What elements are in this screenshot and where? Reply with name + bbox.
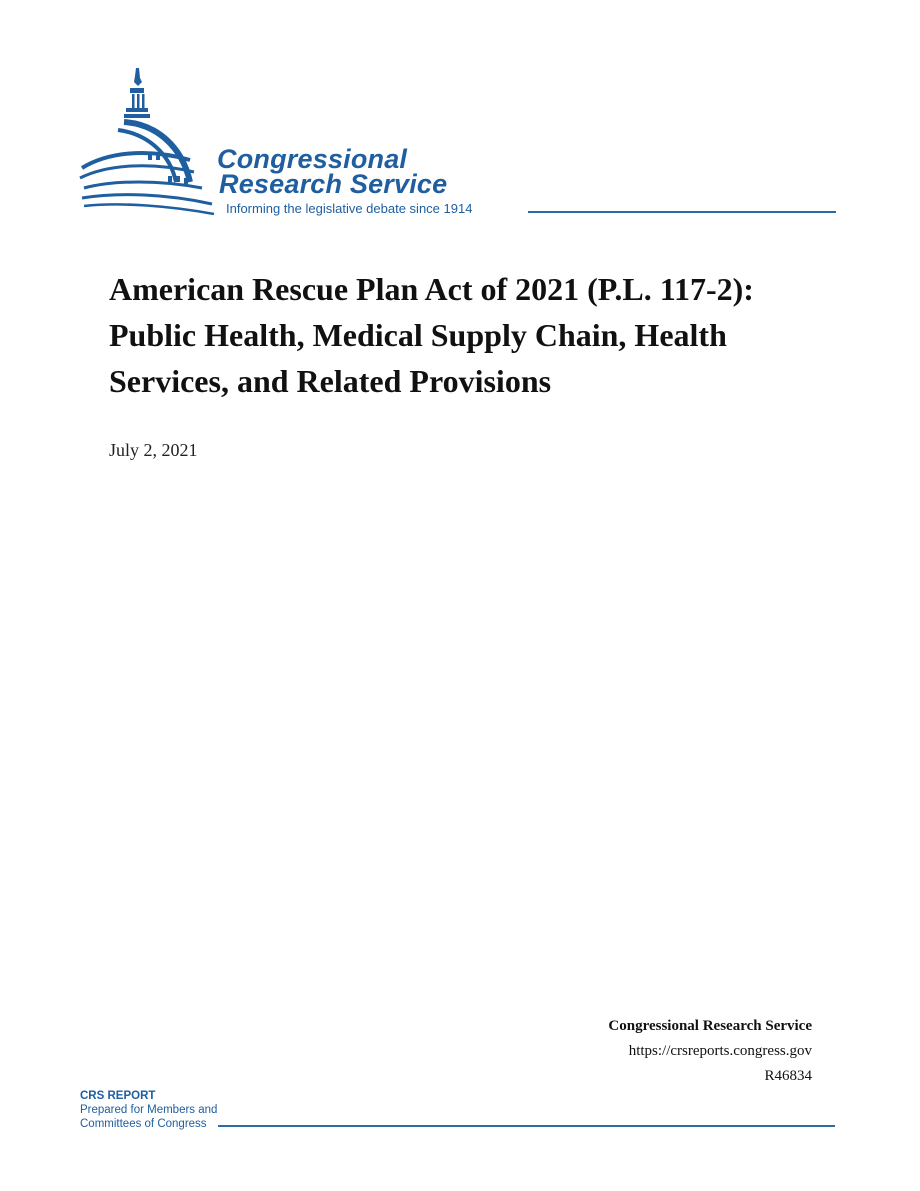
crs-logo: [78, 64, 838, 224]
brand-name-line1: Congressional: [217, 144, 408, 174]
report-title: American Rescue Plan Act of 2021 (P.L. 117-2): Public Health, Medical Supply Chain, Health Services, and Related Provisions: [109, 271, 754, 399]
footer-prepared-for: Prepared for Members and: [80, 1104, 218, 1116]
publisher-url[interactable]: https://crsreports.congress.gov: [628, 1043, 812, 1059]
footer-committees: Committees of Congress: [80, 1118, 207, 1130]
publisher-block: [608, 1014, 812, 1089]
tagline-divider: [528, 211, 836, 213]
footer-label: [80, 1089, 217, 1131]
report-date: July 2, 2021: [109, 440, 198, 460]
capitol-dome-icon: [78, 64, 218, 224]
publisher-name: Congressional Research Service: [608, 1018, 812, 1034]
footer-divider: [218, 1125, 835, 1127]
brand-tagline: Informing the legislative debate since 1914: [226, 201, 473, 216]
brand-name-line2: Research Service: [219, 169, 448, 199]
report-number: R46834: [764, 1068, 812, 1084]
footer-crs-report: CRS REPORT: [80, 1090, 156, 1102]
